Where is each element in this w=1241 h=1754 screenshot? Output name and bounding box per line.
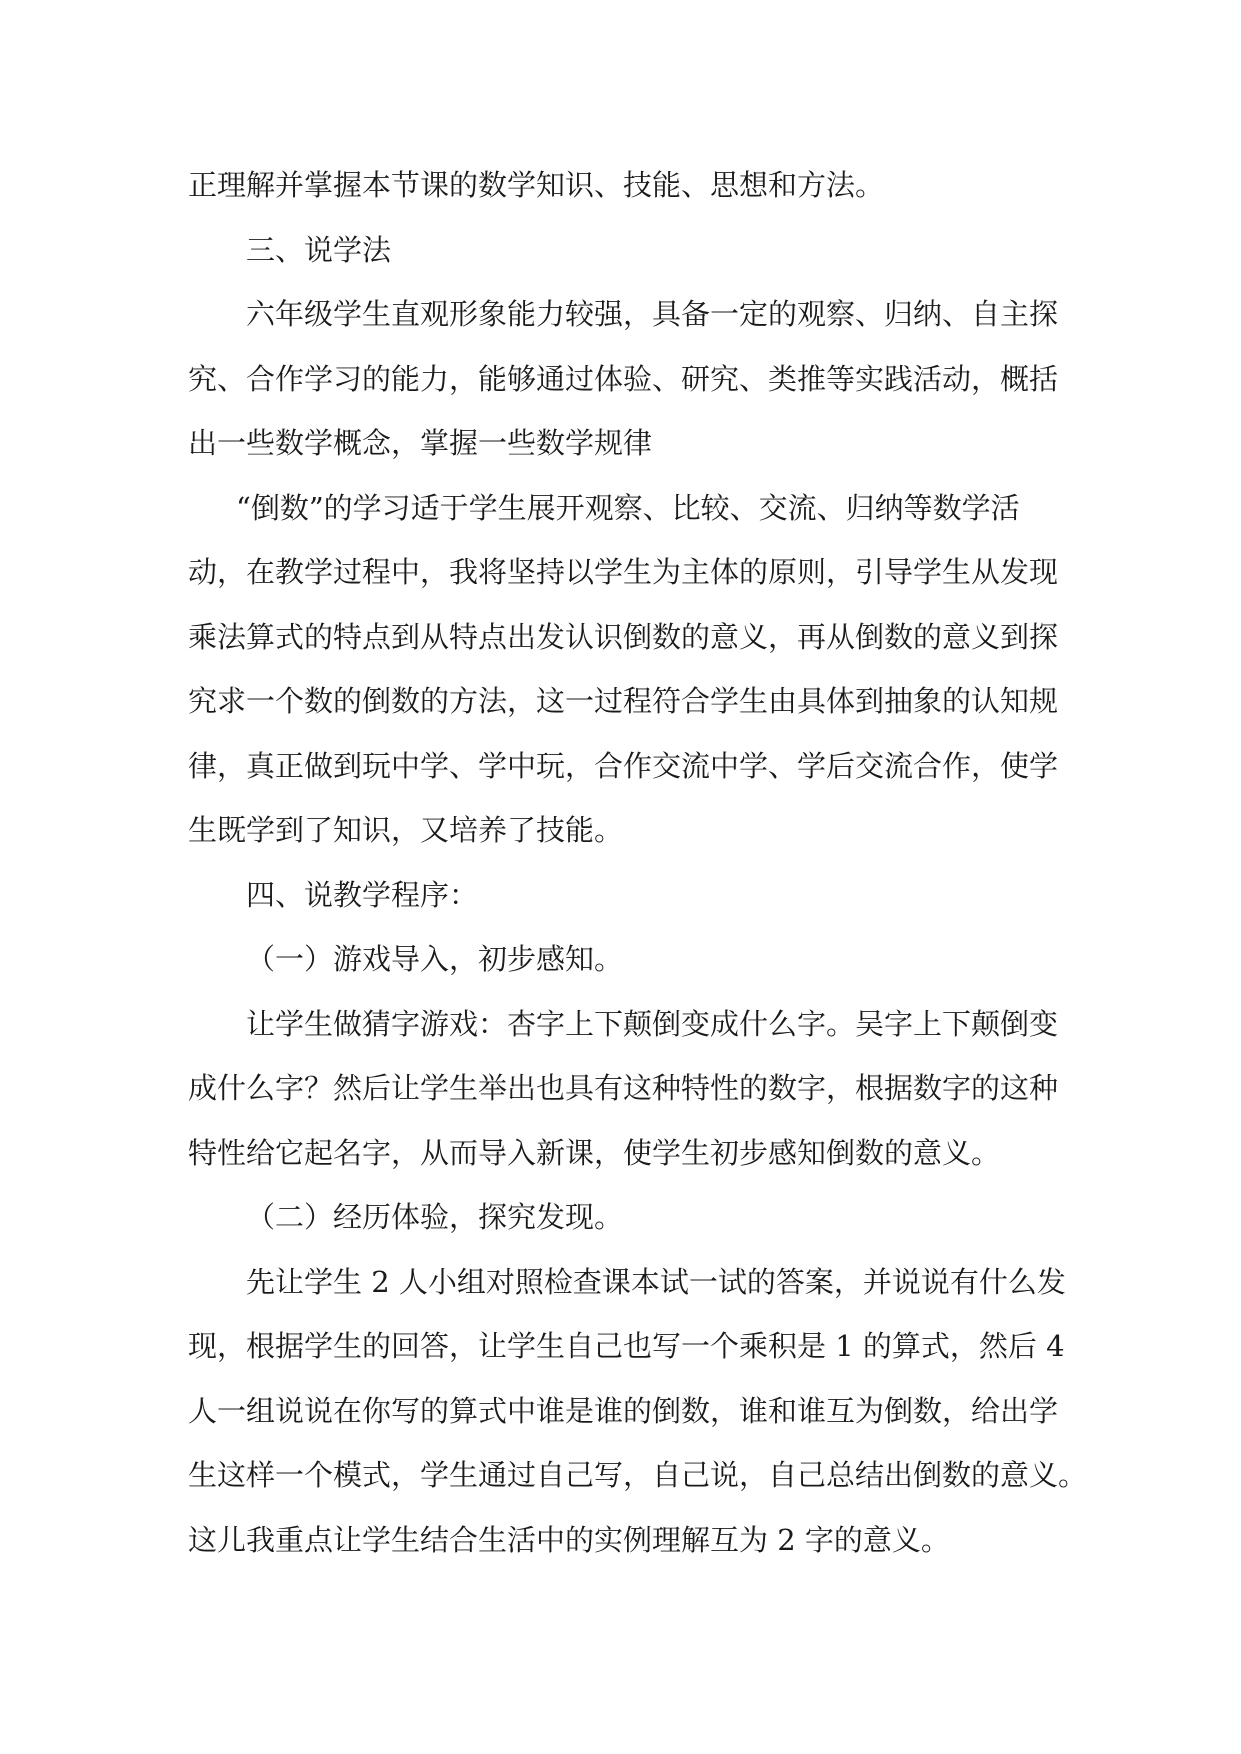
paragraph-line: 出一些数学概念，掌握一些数学规律 — [188, 426, 653, 460]
paragraph-line: 人一组说说在你写的算式中谁是谁的倒数，谁和谁互为倒数，给出学 — [188, 1393, 1059, 1428]
paragraph-line: 乘法算式的特点到从特点出发认识倒数的意义，再从倒数的意义到探 — [188, 619, 1059, 654]
paragraph-line: 生这样一个模式，学生通过自己写，自己说，自己总结出倒数的意义。 — [188, 1458, 1088, 1492]
section-heading-teaching-procedure: 四、说教学程序： — [246, 877, 479, 912]
paragraph-line: 让学生做猜字游戏：杏字上下颠倒变成什么字。吴字上下颠倒变 — [246, 1006, 1059, 1041]
paragraph-line: 特性给它起名字，从而导入新课，使学生初步感知倒数的意义。 — [188, 1135, 1001, 1170]
paragraph-line: 正理解并掌握本节课的数学知识、技能、思想和方法。 — [188, 168, 885, 202]
section-heading-study-method: 三、说学法 — [246, 232, 392, 267]
paragraph-line: 律，真正做到玩中学、学中玩，合作交流中学、学后交流合作，使学 — [188, 748, 1059, 783]
paragraph-line: 六年级学生直观形象能力较强，具备一定的观察、归纳、自主探 — [246, 297, 1059, 331]
paragraph-line: “倒数”的学习适于学生展开观察、比较、交流、归纳等数学活 — [236, 490, 1020, 525]
subsection-heading-experience-explore: （二）经历体验，探究发现。 — [246, 1200, 624, 1234]
paragraph-line: 现，根据学生的回答，让学生自己也写一个乘积是 1 的算式，然后 4 — [188, 1329, 1065, 1363]
document-body — [188, 153, 1088, 1572]
paragraph-line: 先让学生 2 人小组对照检查课本试一试的答案，并说说有什么发 — [246, 1264, 1066, 1299]
paragraph-line: 动，在教学过程中，我将坚持以学生为主体的原则，引导学生从发现 — [188, 555, 1059, 589]
paragraph-line: 成什么字？然后让学生举出也具有这种特性的数字，根据数字的这种 — [188, 1071, 1059, 1105]
paragraph-line: 这儿我重点让学生结合生活中的实例理解互为 2 字的意义。 — [188, 1522, 950, 1557]
paragraph-line: 究、合作学习的能力，能够通过体验、研究、类推等实践活动，概括 — [188, 361, 1059, 396]
paragraph-line: 究求一个数的倒数的方法，这一过程符合学生由具体到抽象的认知规 — [188, 684, 1059, 718]
paragraph-line: 生既学到了知识，又培养了技能。 — [188, 813, 624, 847]
subsection-heading-game-intro: （一）游戏导入，初步感知。 — [246, 942, 624, 976]
